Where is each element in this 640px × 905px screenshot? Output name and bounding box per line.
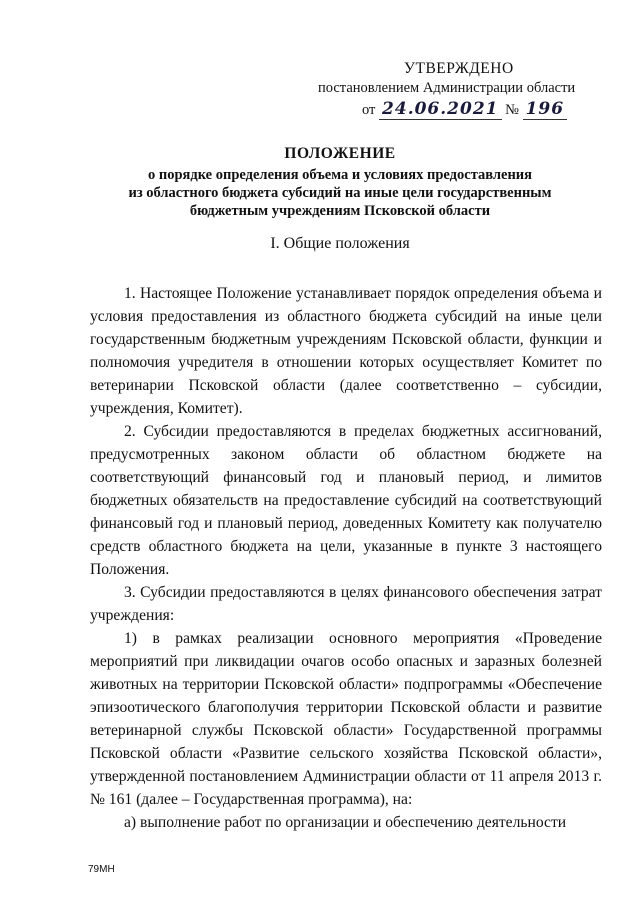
document-body: [90, 282, 602, 834]
heading-line-2: из областного бюджета субсидий на иные цели государственным: [128, 185, 552, 201]
document-heading: [80, 145, 600, 220]
paragraph-3-1-a: а) выполнение работ по организации и обеспечению деятельности: [124, 814, 567, 831]
date-prefix: от: [362, 102, 376, 118]
paragraph-1: 1. Настоящее Положение устанавливает порядок определения объема и условия предоставления из областного бюджета субсидий на иные цели государственным бюджетным учреждениям Псковской области, функции и полномочия учредителя в отношении которых осуществляет Комитет по ветеринарии Псковской области (далее соответственно – субсидии, учреждения, Комитет).: [90, 285, 602, 417]
paragraph-2: 2. Субсидии предоставляются в пределах бюджетных ассигнований, предусмотренных законом области об областном бюджете на соответствующий финансовый год и плановый период, и лимитов бюджетных обязательств на предоставление субсидий на соответствующий финансовый год и плановый период, доведенных Комитету как получателю средств областного бюджета на цели, указанные в пункте 3 настоящего Положения.: [90, 423, 602, 578]
approval-date-line: [318, 99, 608, 119]
approval-block: [318, 60, 608, 119]
paragraph-3-1: 1) в рамках реализации основного мероприятия «Проведение мероприятий при ликвидации очагов особо опасных и заразных болезней животных на территории Псковской области» подпрограммы «Обеспечение эпизоотического благополучия территории Псковской области и развитие ветеринарной службы Псковской области» Государственной программы Псковской области «Развитие сельского хозяйства Псковской области», утвержденной постановлением Администрации области от 11 апреля 2013 г. № 161 (далее – Государственная программа), на:: [90, 630, 602, 808]
heading-line-3: бюджетным учреждениям Псковской области: [189, 203, 491, 219]
handwritten-number: 196: [523, 99, 568, 120]
heading-line-1: о порядке определения объема и условиях предоставления: [147, 167, 533, 183]
paragraph-3: 3. Субсидии предоставляются в целях финансового обеспечения затрат учреждения:: [90, 584, 602, 624]
section-title: I. Общие положения: [270, 235, 410, 252]
approval-line: постановлением Администрации области: [318, 80, 576, 96]
handwritten-date: 24.06.2021: [379, 99, 501, 120]
number-prefix: №: [505, 102, 519, 118]
footer-code: 79МН: [88, 864, 115, 875]
document-title: ПОЛОЖЕНИЕ: [284, 145, 396, 162]
approval-title: УТВЕРЖДЕНО: [404, 60, 514, 77]
